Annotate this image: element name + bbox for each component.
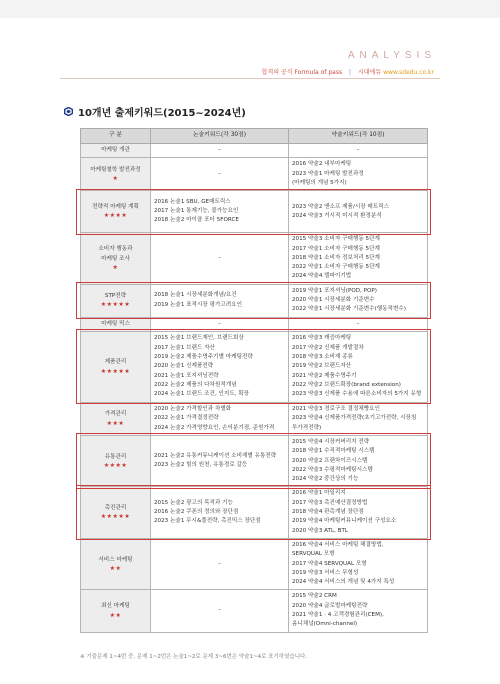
header-short: 약술키워드(각 10점)	[289, 129, 428, 144]
category-label: STP전략	[104, 293, 127, 300]
short-keywords-cell: 2015 약술2 CRM 2020 약술4 글로벌마케팅전략 2021 약술1 · 4 고객경험관리(CEM), 옴니채널(Omni-channel)	[289, 590, 428, 632]
short-keywords-cell: 2016 약술1 마일리지 2017 약술3 촉진예산결정방법 2018 약술4 판촉개념 장단점 2019 약술4 마케팅커뮤니케이션 구성요소 2020 약술3 ATL, BTL	[289, 487, 428, 538]
table-header-row	[81, 129, 428, 144]
importance-stars: ★★★★★	[100, 513, 131, 521]
essay-keywords-cell: –	[151, 158, 289, 191]
category-label: 유통관리	[104, 453, 127, 460]
highlight-box	[76, 282, 431, 319]
footnote: ※ 기출문제 1~4번 중, 문제 1~2번은 논술1~2로 문제 3~6번은 약술1~4로 표기하였습니다.	[80, 654, 308, 660]
short-keywords-cell: 2015 약술4 시장커버리지 전략 2018 약술1 수직적마케팅 시스템 2020 약술2 프랜차이즈시스템 2022 약술3 수평적마케팅시스템 2024 약술2 중간상의 기능	[289, 435, 428, 486]
header-category: 구 분	[81, 129, 151, 144]
importance-stars: ★	[112, 174, 119, 182]
short-keywords-cell: 2016 약술2 내부마케팅 2023 약술1 마케팅 발전과정 (마케팅의 개념 5가지)	[289, 158, 428, 191]
importance-stars: ★	[112, 263, 119, 271]
importance-stars: ★★★★★	[100, 367, 131, 375]
category-label: 가격관리	[104, 411, 127, 418]
table-row	[81, 538, 428, 589]
section-label: ANALYSIS	[347, 50, 436, 61]
category-cell	[81, 233, 151, 284]
tag-site-name: 시대에듀	[357, 69, 382, 76]
category-label: 최신 마케팅	[101, 603, 130, 610]
short-keywords-cell: 2019 약술1 포지셔닝(POD, POP) 2020 약술1 시장세분화 기준변수 2022 약술1 시장세분화 기준변수(행동적변수)	[289, 284, 428, 317]
tag-site-url[interactable]: www.sdedu.co.kr	[383, 69, 434, 76]
category-cell	[81, 538, 151, 589]
tag-slogan: Formula of pass	[294, 69, 343, 76]
category-label: 촉진관리	[104, 505, 127, 512]
hexagon-bullet-icon	[64, 107, 73, 116]
essay-keywords-cell: –	[151, 144, 289, 158]
importance-stars: ★★★★	[103, 212, 128, 220]
essay-keywords-cell: –	[151, 590, 289, 632]
short-keywords-cell: –	[289, 144, 428, 158]
section-heading	[64, 104, 246, 118]
page-title: 10개년 출제키워드(2015~2024년)	[78, 107, 246, 119]
essay-keywords-cell: 2018 논술1 시장세분화개념/요건 2019 논술1 표적시장 평가고려요인	[151, 284, 289, 317]
short-keywords-cell: 2016 약술4 서비스 마케팅 해결방법, SERVQUAL 모형 2017 약술4 SERVQUAL 모형 2019 약술3 서비스 무형성 2024 약술4 서비스의 개념 및 4가지 특성	[289, 538, 428, 589]
short-keywords-cell: –	[289, 317, 428, 331]
category-label: 마케팅 개관	[101, 147, 130, 153]
category-label: 전략적 마케팅 계획	[92, 204, 139, 211]
importance-stars: ★★★	[106, 419, 125, 427]
header-tagline	[262, 67, 434, 76]
essay-keywords-cell: 2021 논술2 유통커뮤니케이션 소비재별 유통전략 2023 논술2 힘의 원천, 유통경로 갈등	[151, 435, 289, 486]
essay-keywords-cell: –	[151, 233, 289, 284]
header-divider	[60, 78, 440, 79]
category-label: 마케팅철학 발전과정	[90, 166, 141, 173]
highlight-box	[76, 329, 431, 404]
importance-stars: ★★	[109, 564, 122, 572]
importance-stars: ★★★★★	[100, 301, 131, 309]
importance-stars: ★★	[109, 611, 122, 619]
tag-brand: 합격의 공식	[261, 69, 293, 76]
importance-stars: ★★★★	[103, 461, 128, 469]
short-keywords-cell: 2021 약술3 경로구조 결정체빵요인 2023 약술4 신제품가격전략(초기고가전략, 시장침 투가격전략)	[289, 402, 428, 435]
category-label: 마케팅 믹스	[101, 320, 130, 327]
table-row	[81, 158, 428, 191]
table-row	[81, 233, 428, 284]
category-cell	[81, 590, 151, 632]
essay-keywords-cell: –	[151, 317, 289, 331]
category-label: 서비스 마케팅	[98, 556, 133, 563]
highlight-box	[76, 485, 431, 540]
header-essay: 논술키워드(각 30점)	[151, 129, 289, 144]
short-keywords-cell: 2016 약술3 캐즘마케팅 2017 약술2 신제품 개발절차 2018 약술3 소비재 종류 2019 약술2 브랜드자산 2021 약술2 제품수명주기 2022 약술2 브랜드확장(brand extension) 2023 약술3 신제품 수용에 따른소비자의 5가지 유형	[289, 331, 428, 402]
short-keywords-cell: 2023 약술2 앤소프 제품/시장 매트릭스 2024 약술3 거시적 미시적 환경분석	[289, 191, 428, 233]
highlight-box	[76, 189, 431, 235]
essay-keywords-cell: 2020 논술2 가격할인과 차별화 2022 논술1 가격결정전략 2024 논술2 가격영향요인, 손익분기점, 준원가격	[151, 402, 289, 435]
category-cell	[81, 158, 151, 191]
category-cell	[81, 402, 151, 435]
table-row	[81, 402, 428, 435]
essay-keywords-cell: 2015 논술1 브랜드재인, 브랜드회상 2017 논술1 브랜드 자산 2019 논술2 제품수명주기별 마케팅전략 2020 논술1 신제품전략 2021 논술1 포지셔닝전략 2022 논술2 제품의 다차원적개념 2024 논술1 브랜드 조건, 인지도, 확장	[151, 331, 289, 402]
category-cell	[81, 144, 151, 158]
table-row	[81, 590, 428, 632]
tag-separator: |	[349, 69, 352, 76]
essay-keywords-cell: 2016 논술1 SBU, GE매트릭스 2017 논술1 통제기능, 불가능요인 2018 논술2 마이클 포터 5FORCE	[151, 191, 289, 233]
category-label: 소비자 행동과 마케팅 조사	[98, 246, 133, 262]
short-keywords-cell: 2015 약술3 소비자 구매행동 5단계 2017 약술1 소비자 구매행동 5단계 2018 약술1 소비자 정보처리 5단계 2022 약술1 소비자 구매행동 5단계 2024 약술4 델파이기법	[289, 233, 428, 284]
highlight-box	[76, 433, 431, 488]
table-row	[81, 144, 428, 158]
essay-keywords-cell: 2015 논술2 광고의 목적과 기능 2016 논술2 쿠폰의 정의와 장단점 2023 논술1 무시&풀전략, 촉진믹스 장단점	[151, 487, 289, 538]
category-label: 제품관리	[104, 359, 127, 366]
essay-keywords-cell: –	[151, 538, 289, 589]
top-band	[0, 0, 500, 18]
